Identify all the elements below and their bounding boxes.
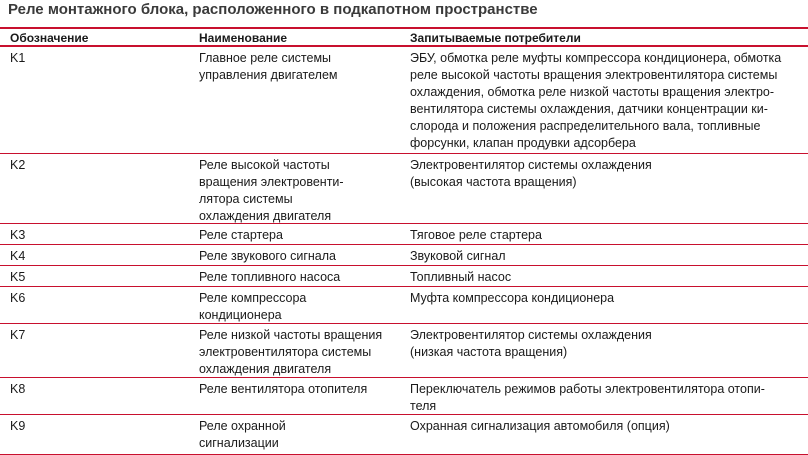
relay-name-line: Реле высокой частоты [199, 158, 330, 172]
relay-consumers-line: вентилятора системы охлаждения, датчики концентрации ки- [410, 102, 768, 116]
relay-consumers [410, 290, 805, 307]
relay-name-line: управления двигателем [199, 68, 338, 82]
relay-name [199, 157, 399, 225]
relay-consumers-line: реле высокой частоты вращения электровентилятора системы [410, 68, 778, 82]
relay-designation: K8 [10, 382, 26, 396]
relay-name [199, 50, 399, 84]
table-header [0, 27, 808, 47]
relay-consumers [410, 418, 805, 435]
table-row [0, 154, 808, 224]
relay-consumers-line: Охранная сигнализация автомобиля (опция) [410, 419, 670, 433]
relay-consumers-line: Муфта компрессора кондиционера [410, 291, 615, 305]
relay-consumers [410, 381, 805, 415]
relay-consumers [410, 50, 805, 152]
relay-name [199, 327, 399, 378]
relay-name [199, 269, 399, 286]
relay-designation: K1 [10, 51, 26, 65]
relay-consumers [410, 248, 805, 265]
relay-consumers-line: слорода и положения распределительного вала, топливные [410, 119, 761, 133]
column-header-designation: Обозначение [10, 31, 89, 45]
relay-name-line: Реле компрессора [199, 291, 307, 305]
relay-consumers-line: теля [410, 399, 437, 413]
relay-name-line: Реле стартера [199, 228, 283, 242]
relay-name-line: Реле охранной [199, 419, 286, 433]
relay-consumers-line: (низкая частота вращения) [410, 345, 568, 359]
table-row [0, 245, 808, 266]
column-header-name: Наименование [199, 31, 288, 45]
relay-consumers-line: охлаждения, обмотка реле низкой частоты вращения электро- [410, 85, 775, 99]
column-header-consumers: Запитываемые потребители [410, 31, 581, 45]
relay-name-line: вращения электровенти- [199, 175, 344, 189]
page-title: Реле монтажного блока, расположенного в подкапотном пространстве [8, 1, 538, 18]
relay-designation: K3 [10, 228, 26, 242]
relay-consumers-line: Звуковой сигнал [410, 249, 506, 263]
relay-designation: K5 [10, 270, 26, 284]
table-row [0, 224, 808, 245]
table-row [0, 47, 808, 154]
relay-designation: K7 [10, 328, 26, 342]
relay-name-line: Реле звукового сигнала [199, 249, 337, 263]
relay-name-line: сигнализации [199, 436, 279, 450]
relay-name-line: Главное реле системы [199, 51, 332, 65]
relay-consumers [410, 157, 805, 191]
relay-name-line: Реле вентилятора отопителя [199, 382, 368, 396]
relay-consumers-line: Переключатель режимов работы электровентилятора отопи- [410, 382, 765, 396]
table-row [0, 266, 808, 287]
relay-name-line: Реле низкой частоты вращения [199, 328, 383, 342]
relay-consumers-line: форсунки, клапан продувки адсорбера [410, 136, 636, 150]
table-body [0, 47, 808, 455]
relay-consumers-line: Электровентилятор системы охлаждения [410, 328, 652, 342]
table-row [0, 287, 808, 324]
relay-name-line: кондиционера [199, 308, 282, 322]
relay-designation: K4 [10, 249, 26, 263]
relay-name [199, 227, 399, 244]
relay-consumers [410, 269, 805, 286]
relay-consumers [410, 327, 805, 361]
relay-name-line: электровентилятора системы [199, 345, 372, 359]
relay-name-line: охлаждения двигателя [199, 209, 332, 223]
table-row [0, 324, 808, 378]
relay-consumers-line: Тяговое реле стартера [410, 228, 542, 242]
relay-consumers-line: ЭБУ, обмотка реле муфты компрессора кондиционера, обмотка [410, 51, 782, 65]
relay-name-line: лятора системы [199, 192, 293, 206]
relay-designation: K9 [10, 419, 26, 433]
relay-designation: K2 [10, 158, 26, 172]
table-row [0, 415, 808, 455]
relay-designation: K6 [10, 291, 26, 305]
relay-table [0, 27, 808, 455]
relay-name [199, 381, 399, 398]
relay-name [199, 290, 399, 324]
relay-name-line: Реле топливного насоса [199, 270, 341, 284]
relay-name-line: охлаждения двигателя [199, 362, 332, 376]
relay-name [199, 418, 399, 452]
relay-consumers-line: (высокая частота вращения) [410, 175, 577, 189]
relay-name [199, 248, 399, 265]
relay-consumers-line: Электровентилятор системы охлаждения [410, 158, 652, 172]
table-row [0, 378, 808, 415]
relay-consumers-line: Топливный насос [410, 270, 512, 284]
relay-consumers [410, 227, 805, 244]
